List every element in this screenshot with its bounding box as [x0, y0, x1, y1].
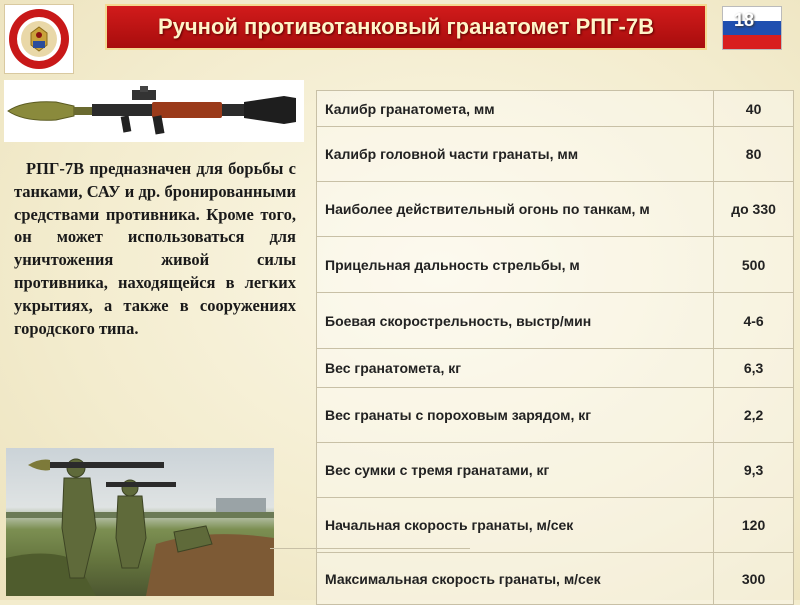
- spec-value: 300: [714, 553, 794, 605]
- emblem-icon: [4, 4, 74, 74]
- spec-value: 120: [714, 498, 794, 553]
- spec-label: Максимальная скорость гранаты, м/сек: [317, 553, 714, 605]
- intro-paragraph: РПГ-7В предназначен для борьбы с танками, САУ и др. бронированными средствами противника. Кроме того, он может использоваться для уничтожения живой силы противника, находящейся в легких укрытиях, а также в сооружениях городского типа.: [14, 159, 296, 338]
- spec-value: 500: [714, 237, 794, 293]
- table-row: [317, 237, 794, 293]
- table-row: [317, 388, 794, 443]
- table-row: [317, 443, 794, 498]
- spec-value: 4-6: [714, 293, 794, 349]
- spec-label: Прицельная дальность стрельбы, м: [317, 237, 714, 293]
- page-title: Ручной противотанковый гранатомет РПГ-7В: [158, 14, 654, 39]
- spec-label: Калибр гранатомета, мм: [317, 91, 714, 127]
- spec-label: Наиболее действительный огонь по танкам, м: [317, 182, 714, 237]
- spec-value: 80: [714, 127, 794, 182]
- spec-label: Вес гранаты с пороховым зарядом, кг: [317, 388, 714, 443]
- spec-label: Боевая скорострельность, выстр/мин: [317, 293, 714, 349]
- spec-label: Калибр головной части гранаты, мм: [317, 127, 714, 182]
- table-row: [317, 91, 794, 127]
- spec-label: Начальная скорость гранаты, м/сек: [317, 498, 714, 553]
- spec-value: 2,2: [714, 388, 794, 443]
- table-row: [317, 293, 794, 349]
- soldiers-photo: [6, 448, 274, 596]
- spec-label: Вес сумки с тремя гранатами, кг: [317, 443, 714, 498]
- spec-value: 40: [714, 91, 794, 127]
- table-row: [317, 127, 794, 182]
- spec-value: 9,3: [714, 443, 794, 498]
- title-bar: [105, 4, 707, 50]
- table-row: [317, 553, 794, 605]
- table-row: [317, 498, 794, 553]
- slide-number: 18: [733, 10, 755, 30]
- divider: [270, 548, 470, 549]
- spec-value: 6,3: [714, 349, 794, 388]
- spec-label: Вес гранатомета, кг: [317, 349, 714, 388]
- table-row: [317, 349, 794, 388]
- table-row: [317, 182, 794, 237]
- specs-table: [316, 90, 794, 605]
- spec-value: до 330: [714, 182, 794, 237]
- rpg-7v-image: [4, 80, 304, 142]
